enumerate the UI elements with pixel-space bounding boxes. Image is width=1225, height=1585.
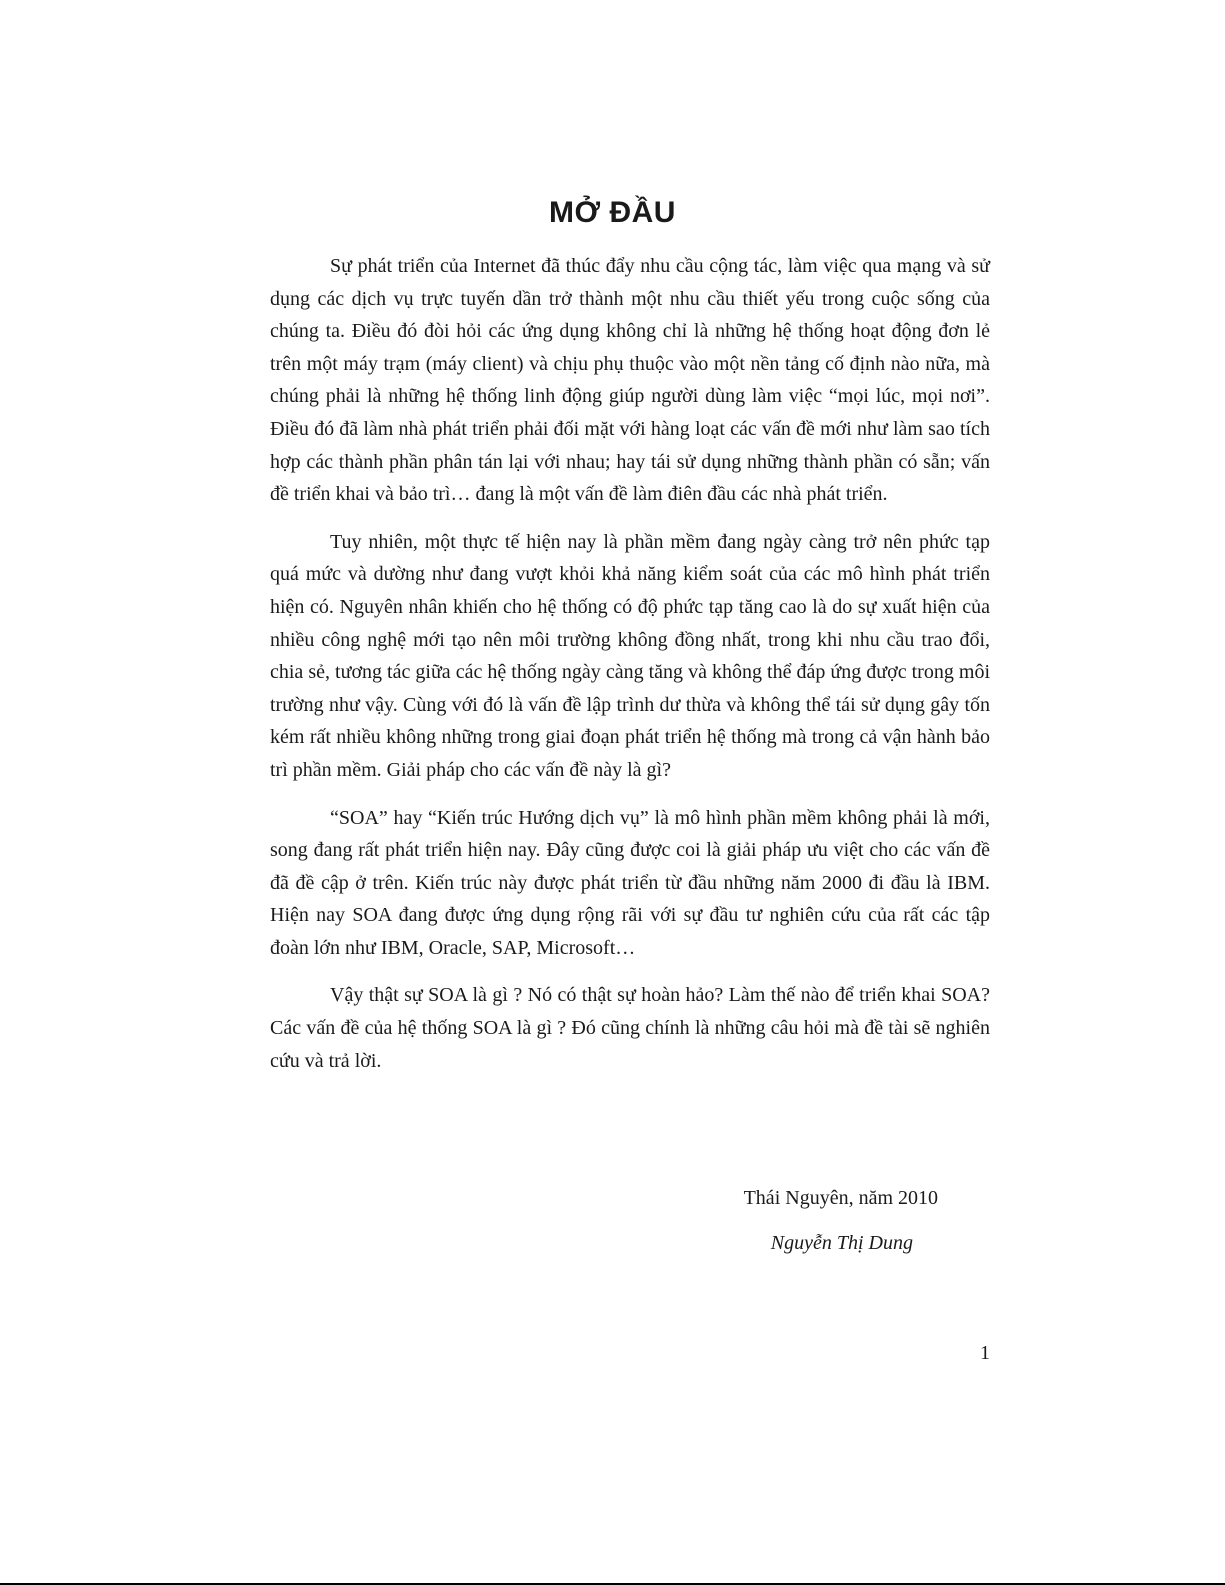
page-title: MỞ ĐẦU: [549, 196, 676, 229]
page-number: 1: [980, 1342, 990, 1364]
place-date: Thái Nguyên, năm 2010: [743, 1187, 938, 1209]
author-name: Nguyễn Thị Dung: [770, 1232, 913, 1254]
paragraph-2: Tuy nhiên, một thực tế hiện nay là phần mềm đang ngày càng trở nên phức tạp quá mức và dường như đang vượt khỏi khả năng kiểm soát của các mô hình phát triển hiện có. Nguyên nhân khiến cho hệ thống có độ phức tạp tăng cao là do sự xuất hiện của nhiều công nghệ mới tạo nên môi trường không đồng nhất, trong khi nhu cầu trao đổi, chia sẻ, tương tác giữa các hệ thống ngày càng tăng và không thể đáp ứng được trong môi trường như vậy. Cùng với đó là vấn đề lập trình dư thừa và không thể tái sử dụng gây tốn kém rất nhiều không những trong giai đoạn phát triển hệ thống mà trong cả vận hành bảo trì phần mềm. Giải pháp cho các vấn đề này là gì?: [270, 530, 990, 781]
paragraph-1: Sự phát triển của Internet đã thúc đẩy nhu cầu cộng tác, làm việc qua mạng và sử dụng các dịch vụ trực tuyến dần trở thành một nhu cầu thiết yếu trong cuộc sống của chúng ta. Điều đó đòi hỏi các ứng dụng không chỉ là những hệ thống hoạt động đơn lẻ trên một máy trạm (máy client) và chịu phụ thuộc vào một nền tảng cố định nào nữa, mà chúng phải là những hệ thống linh động giúp người dùng làm việc “mọi lúc, mọi nơi”. Điều đó đã làm nhà phát triển phải đối mặt với hàng loạt các vấn đề mới như làm sao tích hợp các thành phần phân tán lại với nhau; hay tái sử dụng những thành phần có sẵn; vấn đề triển khai và bảo trì… đang là một vấn đề làm điên đầu các nhà phát triển.: [270, 255, 990, 506]
paragraph-3: “SOA” hay “Kiến trúc Hướng dịch vụ” là mô hình phần mềm không phải là mới, song đang rất phát triển hiện nay. Đây cũng được coi là giải pháp ưu việt cho các vấn đề đã đề cập ở trên. Kiến trúc này được phát triển từ đầu những năm 2000 đi đầu là IBM. Hiện nay SOA đang được ứng dụng rộng rãi với sự đầu tư nghiên cứu của rất các tập đoàn lớn như IBM, Oracle, SAP, Microsoft…: [270, 806, 990, 959]
paragraph-4: Vậy thật sự SOA là gì ? Nó có thật sự hoàn hảo? Làm thế nào để triển khai SOA? Các vấn đề của hệ thống SOA là gì ? Đó cũng chính là những câu hỏi mà đề tài sẽ nghiên cứu và trả lời.: [270, 984, 990, 1072]
body-text: [270, 250, 990, 1092]
